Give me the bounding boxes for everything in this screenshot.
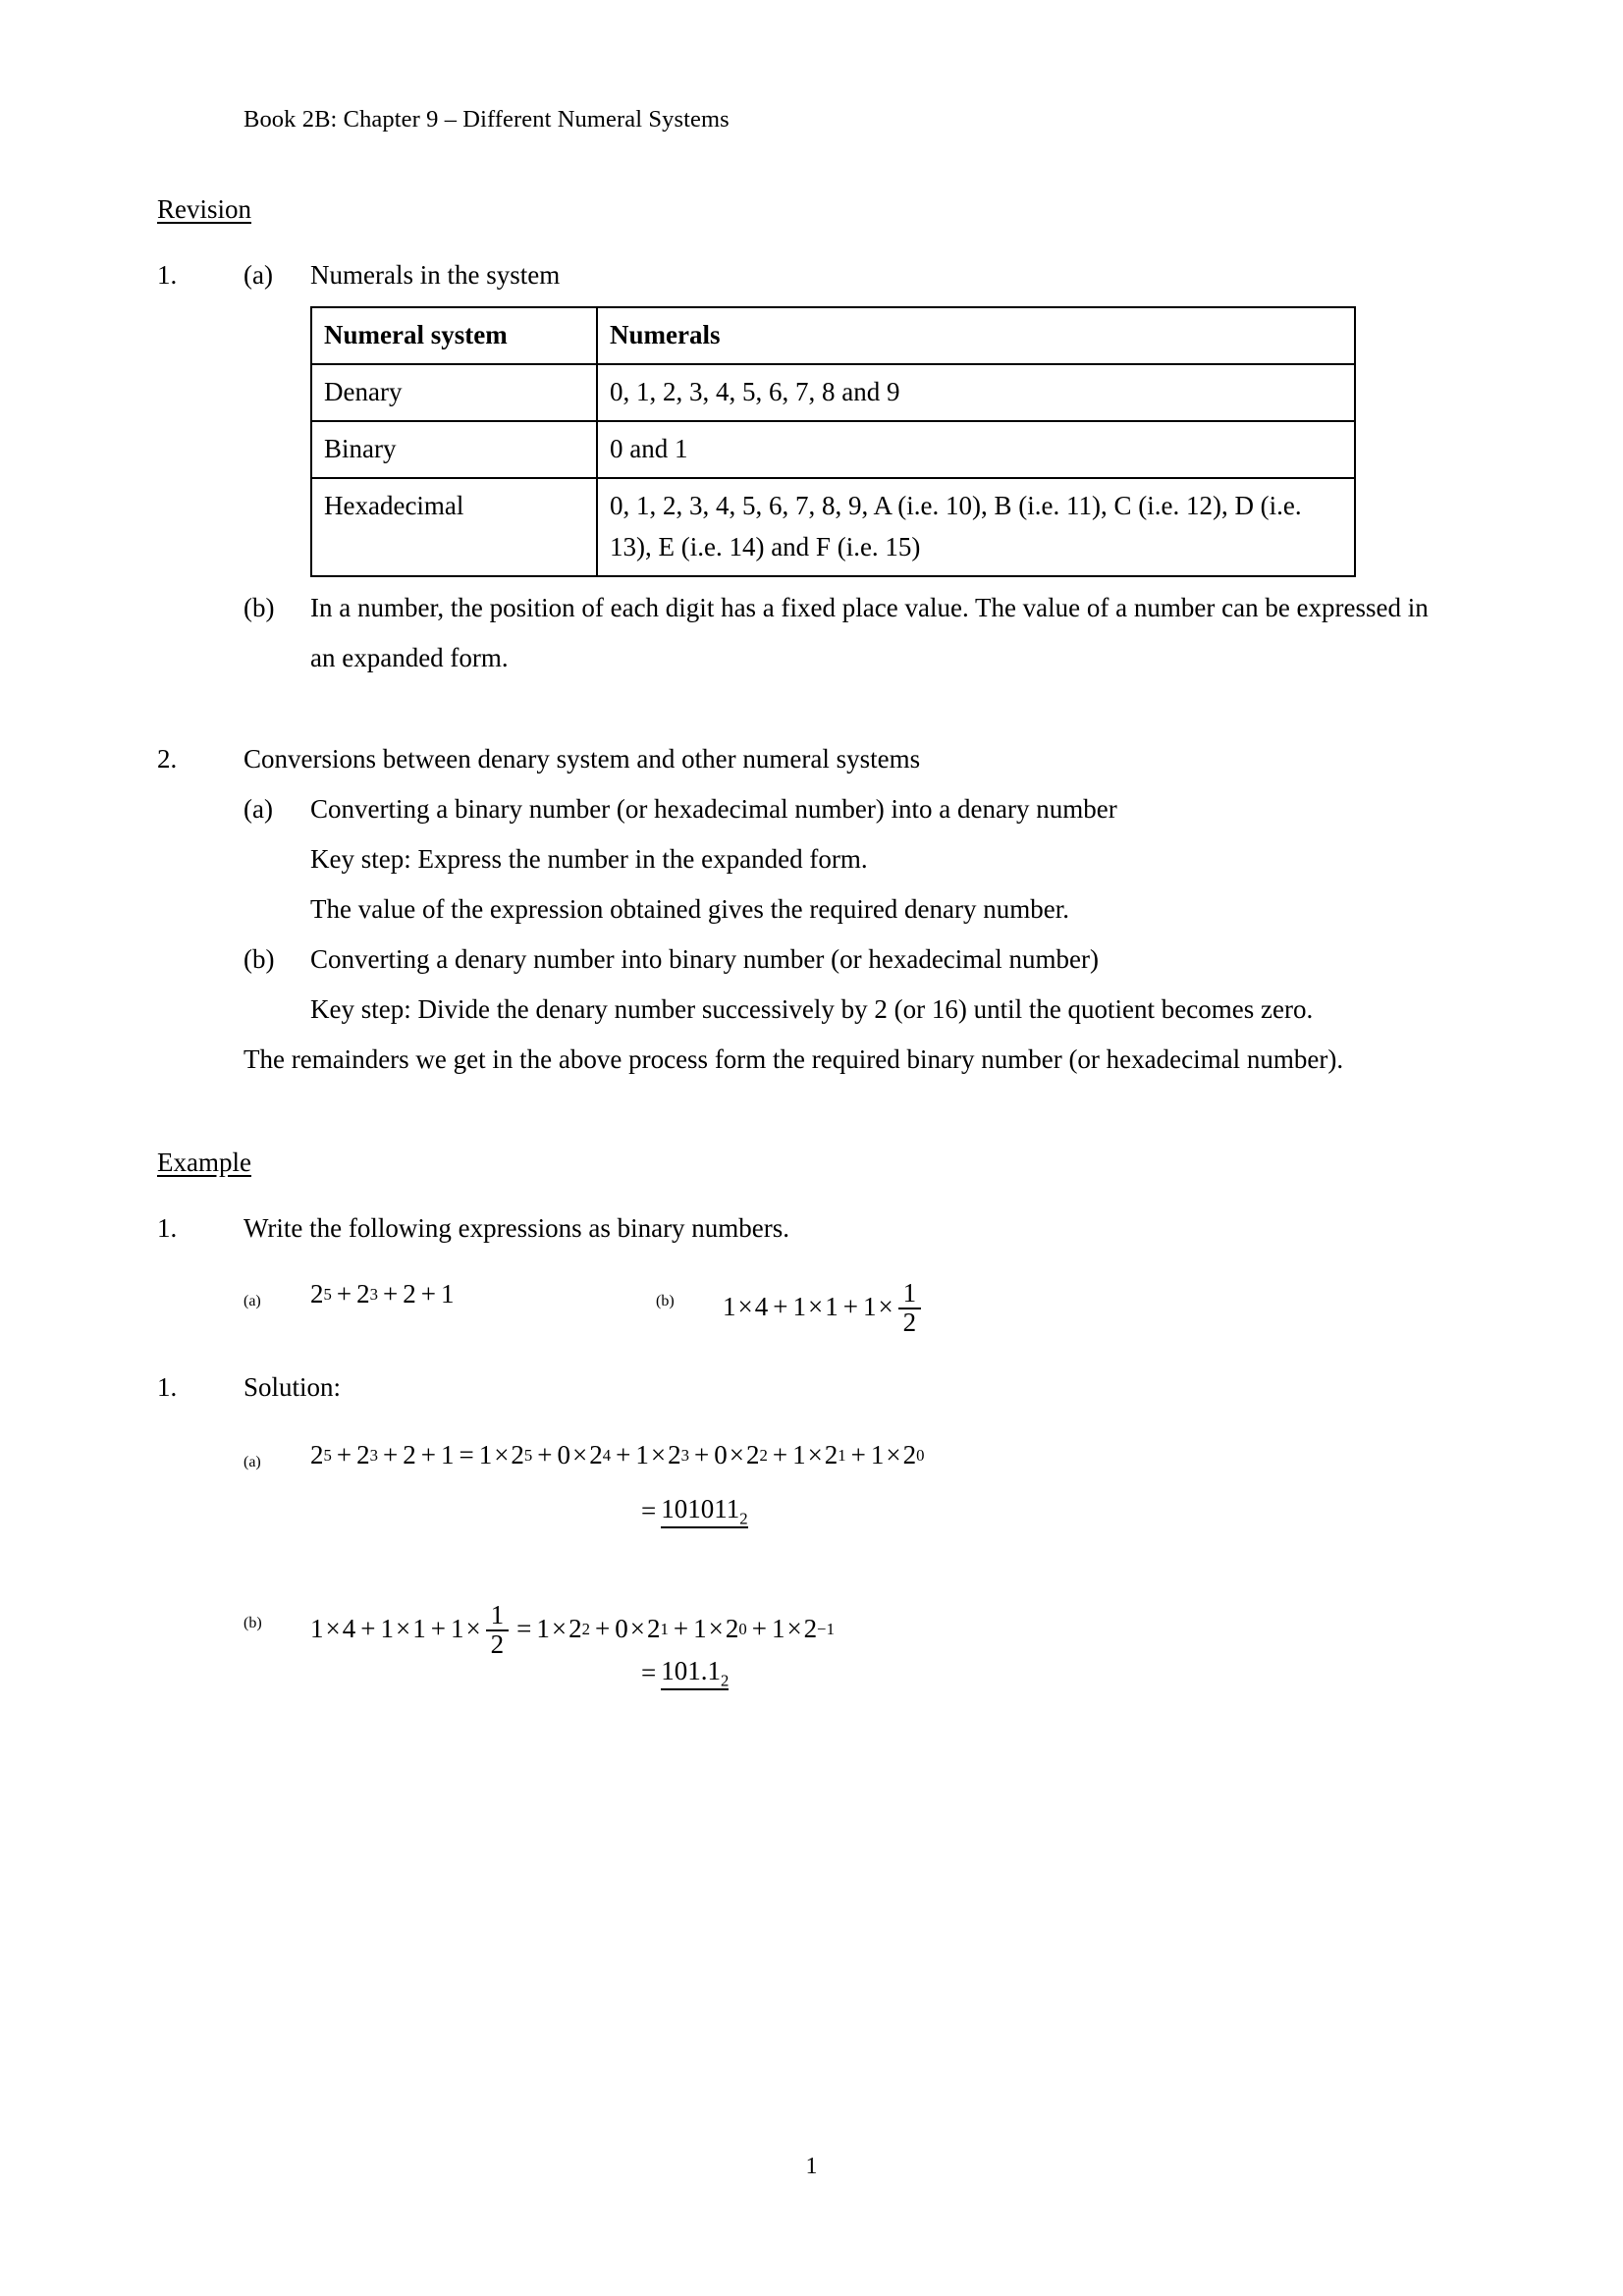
cell-numerals-binary: 0 and 1 bbox=[597, 421, 1355, 478]
revision-heading-wrap bbox=[157, 194, 1446, 239]
operator-equals: = bbox=[641, 1496, 657, 1526]
operator-plus: + bbox=[336, 1440, 352, 1470]
operator-equals: = bbox=[516, 1614, 532, 1644]
fraction-denominator: 2 bbox=[898, 1308, 922, 1337]
term: 2 bbox=[356, 1440, 370, 1470]
conversion-a-line3: The value of the expression obtained gives the required denary number. bbox=[310, 894, 1069, 924]
expr-a-math: 2 5 + 2 3 + 2 + 1 bbox=[310, 1279, 455, 1308]
operator-plus: + bbox=[693, 1440, 710, 1470]
term: 2 bbox=[803, 1614, 818, 1644]
operator-times: × bbox=[878, 1292, 893, 1322]
operator-times: × bbox=[807, 1292, 824, 1322]
term: 1 bbox=[478, 1440, 493, 1470]
expr-a-label: (a) bbox=[243, 1293, 261, 1309]
spacer bbox=[243, 1335, 1446, 1362]
list-text-block bbox=[310, 934, 1446, 1035]
operator-plus: + bbox=[420, 1279, 436, 1308]
solution-a-label: (a) bbox=[243, 1454, 261, 1471]
term: 0 bbox=[615, 1614, 628, 1644]
list-text: Conversions between denary system and other numeral systems bbox=[243, 744, 921, 774]
list-text: In a number, the position of each digit has a fixed place value. The value of a number can be expressed in an expanded form. bbox=[310, 593, 1429, 672]
operator-plus: + bbox=[616, 1440, 631, 1470]
spacer bbox=[243, 1085, 1446, 1148]
term: 1 bbox=[310, 1614, 324, 1644]
running-head: Book 2B: Chapter 9 – Different Numeral Systems bbox=[243, 106, 730, 133]
term: 1 bbox=[825, 1292, 839, 1322]
cell-system-hexadecimal: Hexadecimal bbox=[311, 478, 597, 576]
term: 2 bbox=[824, 1440, 839, 1470]
solution-a-answer-math bbox=[636, 1495, 748, 1528]
term: 1 bbox=[635, 1440, 649, 1470]
term: 1 bbox=[412, 1614, 426, 1644]
spacer bbox=[243, 683, 1446, 734]
expr-b-math bbox=[723, 1279, 924, 1335]
list-letter-a: (a) bbox=[243, 260, 273, 290]
list-text-block bbox=[310, 784, 1446, 934]
term: 1 bbox=[450, 1614, 464, 1644]
cell-numerals-denary: 0, 1, 2, 3, 4, 5, 6, 7, 8 and 9 bbox=[597, 364, 1355, 421]
fraction-denominator: 2 bbox=[486, 1629, 510, 1659]
operator-plus: + bbox=[842, 1292, 858, 1322]
term: 2 bbox=[745, 1440, 760, 1470]
solution-a-math: 2 5 + 2 3 + 2 + 1 = 1 × 2 5 + 0 × 2 4 + 1 × 2 3 + 0 × 2 2 + 1 × 2 1 + 1 × 2 0 bbox=[310, 1440, 925, 1470]
fraction-one-half bbox=[898, 1280, 922, 1336]
term: 0 bbox=[557, 1440, 571, 1470]
revision-item-1b bbox=[243, 583, 1446, 683]
term: 2 bbox=[511, 1440, 524, 1470]
cell-system-binary: Binary bbox=[311, 421, 597, 478]
solution-b-answer-math bbox=[636, 1657, 729, 1690]
term: 2 bbox=[902, 1440, 917, 1470]
solution-a-answer-line bbox=[636, 1495, 1446, 1550]
table-header-row bbox=[311, 307, 1355, 364]
term: 1 bbox=[440, 1440, 455, 1470]
answer-subscript: 2 bbox=[739, 1509, 748, 1528]
revision-item-2 bbox=[157, 734, 1446, 784]
fraction-numerator: 1 bbox=[490, 1600, 505, 1630]
example-expression-a bbox=[243, 1279, 656, 1334]
operator-times: × bbox=[629, 1614, 645, 1644]
term: 0 bbox=[714, 1440, 728, 1470]
list-letter-a: (a) bbox=[243, 794, 273, 824]
example-heading-wrap bbox=[157, 1148, 1446, 1192]
term: 1 bbox=[693, 1614, 707, 1644]
solution-b-answer: $101.1_2$ bbox=[661, 1656, 730, 1690]
example-expression-b bbox=[656, 1279, 1446, 1335]
term: 2 bbox=[310, 1440, 324, 1470]
operator-plus: + bbox=[430, 1614, 446, 1644]
term: 1 bbox=[771, 1614, 785, 1644]
spacer bbox=[243, 1550, 1446, 1601]
term: 2 bbox=[668, 1440, 681, 1470]
column-header-numeral-system: Numeral system bbox=[311, 307, 597, 364]
solution-b-math: 1 × 4 + 1 × 1 + 1 × $\frac{1}{2}$ = 1 × 2 2 + 0 × 2 1 + 1 × 2 0 + 1 × 2 −1 bbox=[310, 1600, 835, 1659]
operator-plus: + bbox=[420, 1440, 436, 1470]
operator-plus: + bbox=[751, 1614, 767, 1644]
operator-times: × bbox=[886, 1440, 901, 1470]
numeral-system-table bbox=[310, 306, 1356, 577]
term: 1 bbox=[380, 1614, 394, 1644]
solution-b bbox=[243, 1601, 1446, 1657]
operator-times: × bbox=[395, 1614, 411, 1644]
list-text: Numerals in the system bbox=[310, 260, 561, 290]
operator-equals: = bbox=[459, 1440, 474, 1470]
conversion-b-line2: Key step: Divide the denary number successively by 2 (or 16) until the quotient becomes zero. bbox=[310, 994, 1314, 1024]
operator-times: × bbox=[807, 1440, 823, 1470]
example-expressions-row bbox=[243, 1279, 1446, 1335]
example-heading: Example bbox=[157, 1148, 251, 1177]
conversion-b-line1: Converting a denary number into binary number (or hexadecimal number) bbox=[310, 944, 1099, 974]
operator-plus: + bbox=[772, 1440, 788, 1470]
expr-b-label: (b) bbox=[656, 1293, 675, 1309]
term: 2 bbox=[403, 1279, 416, 1308]
operator-equals: = bbox=[641, 1658, 657, 1688]
operator-times: × bbox=[494, 1440, 510, 1470]
term: 4 bbox=[754, 1292, 769, 1322]
revision-item-2b bbox=[243, 934, 1446, 1035]
term: 2 bbox=[356, 1279, 370, 1308]
operator-plus: + bbox=[673, 1614, 689, 1644]
cell-numerals-hexadecimal: 0, 1, 2, 3, 4, 5, 6, 7, 8, 9, A (i.e. 10), B (i.e. 11), C (i.e. 12), D (i.e. 13), E (i.e. 14) and F (i.e. 15) bbox=[597, 478, 1355, 576]
solution-label: Solution: bbox=[243, 1372, 342, 1403]
operator-times: × bbox=[551, 1614, 568, 1644]
operator-plus: + bbox=[336, 1279, 352, 1308]
solution-b-label: (b) bbox=[243, 1615, 262, 1632]
term: 2 bbox=[589, 1440, 603, 1470]
operator-plus: + bbox=[360, 1614, 376, 1644]
cell-system-denary: Denary bbox=[311, 364, 597, 421]
operator-times: × bbox=[708, 1614, 724, 1644]
list-number: 1. bbox=[157, 260, 178, 290]
term: 1 bbox=[792, 1292, 806, 1322]
list-letter-b: (b) bbox=[243, 944, 275, 974]
conversion-a-line1: Converting a binary number (or hexadecimal number) into a denary number bbox=[310, 794, 1117, 824]
revision-item-1a bbox=[157, 250, 1446, 300]
conversion-closing-text: The remainders we get in the above process form the required binary number (or hexadecimal number). bbox=[243, 1044, 1344, 1074]
operator-times: × bbox=[572, 1440, 588, 1470]
term: 4 bbox=[342, 1614, 356, 1644]
fraction-one-half bbox=[486, 1602, 510, 1658]
operator-plus: + bbox=[850, 1440, 866, 1470]
list-letter-b: (b) bbox=[243, 593, 275, 622]
term: 2 bbox=[646, 1614, 661, 1644]
term: 1 bbox=[792, 1440, 806, 1470]
page-number: 1 bbox=[805, 2154, 818, 2179]
operator-times: × bbox=[737, 1292, 753, 1322]
revision-item-2a bbox=[243, 784, 1446, 934]
revision-item-2-closing bbox=[243, 1035, 1446, 1085]
operator-times: × bbox=[729, 1440, 744, 1470]
term: 1 bbox=[536, 1614, 550, 1644]
list-number: 1. bbox=[157, 1372, 178, 1403]
operator-times: × bbox=[786, 1614, 802, 1644]
table-row bbox=[311, 421, 1355, 478]
term: 1 bbox=[862, 1292, 877, 1322]
operator-times: × bbox=[650, 1440, 667, 1470]
answer-subscript: 2 bbox=[720, 1671, 730, 1690]
revision-heading: Revision bbox=[157, 194, 252, 224]
term: 2 bbox=[310, 1279, 324, 1308]
operator-plus: + bbox=[382, 1279, 399, 1308]
operator-plus: + bbox=[382, 1440, 399, 1470]
column-header-numerals: Numerals bbox=[597, 307, 1355, 364]
term: 1 bbox=[870, 1440, 885, 1470]
example-solution-heading bbox=[157, 1362, 1446, 1413]
list-text: Write the following expressions as binary numbers. bbox=[243, 1213, 790, 1243]
operator-times: × bbox=[325, 1614, 341, 1644]
solution-b-answer-line bbox=[636, 1657, 1446, 1712]
fraction-numerator: 1 bbox=[902, 1278, 917, 1308]
example-question-1 bbox=[157, 1203, 1446, 1254]
table-row bbox=[311, 478, 1355, 576]
operator-plus: + bbox=[595, 1614, 611, 1644]
solution-a-answer: $101011_2$ bbox=[661, 1494, 748, 1528]
list-number: 2. bbox=[157, 744, 178, 774]
term: 1 bbox=[440, 1279, 455, 1308]
term: 2 bbox=[725, 1614, 739, 1644]
operator-plus: + bbox=[773, 1292, 788, 1322]
spacer bbox=[243, 1413, 1446, 1440]
term: 2 bbox=[568, 1614, 582, 1644]
operator-plus: + bbox=[537, 1440, 553, 1470]
list-number: 1. bbox=[157, 1213, 178, 1243]
table-row bbox=[311, 364, 1355, 421]
term: 2 bbox=[403, 1440, 416, 1470]
term: 1 bbox=[723, 1292, 736, 1322]
solution-a bbox=[243, 1440, 1446, 1495]
conversion-a-line2: Key step: Express the number in the expanded form. bbox=[310, 844, 868, 874]
operator-times: × bbox=[465, 1614, 481, 1644]
